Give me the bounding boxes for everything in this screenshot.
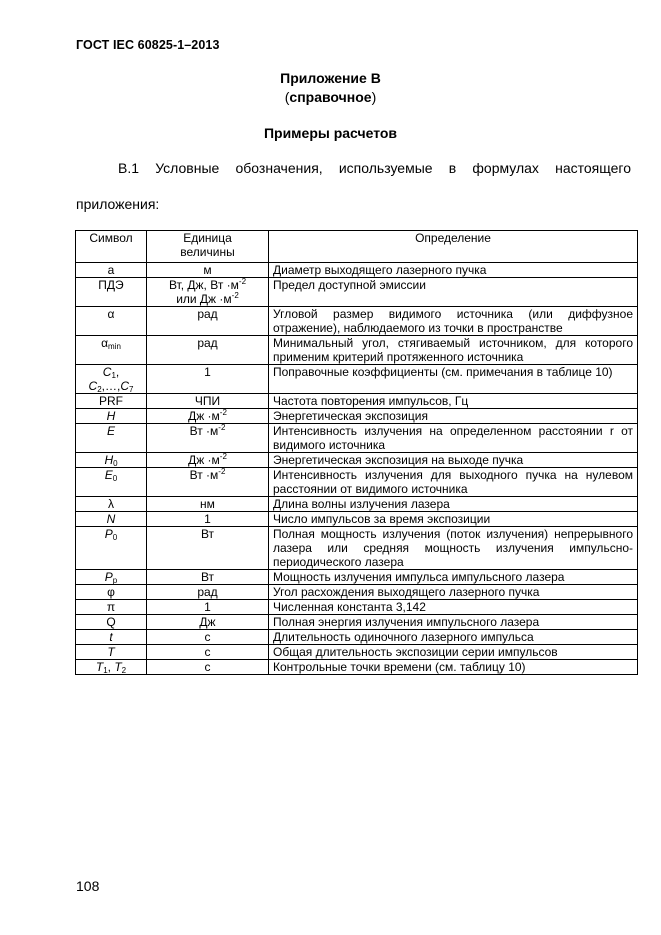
table-row <box>76 660 638 675</box>
unit-text: Вт ·м <box>189 468 219 482</box>
cell-symbol <box>76 468 147 497</box>
symbol-subscript: 0 <box>112 533 118 542</box>
cell-symbol: φ <box>76 585 147 600</box>
cell-definition: Предел доступной эмиссии <box>269 278 638 307</box>
symbol-text: P <box>104 527 113 541</box>
table-row <box>76 512 638 527</box>
symbol-separator: ,…, <box>101 379 121 393</box>
cell-definition: Мощность излучения импульса импульсного лазера <box>269 570 638 585</box>
cell-symbol: PRF <box>76 394 147 409</box>
cell-definition: Полная энергия излучения импульсного лазера <box>269 615 638 630</box>
symbol-subscript: 7 <box>129 385 134 394</box>
symbol-text: E <box>104 468 113 482</box>
cell-symbol <box>76 263 147 278</box>
unit-text: Вт, Дж, Вт ·м <box>168 278 239 292</box>
cell-symbol: ПДЭ <box>76 278 147 307</box>
cell-symbol: π <box>76 600 147 615</box>
cell-unit <box>147 453 269 468</box>
intro-paragraph-line2: приложения: <box>76 196 160 212</box>
symbol-subscript: 2 <box>97 385 102 394</box>
header-definition: Определение <box>269 231 638 263</box>
symbol-subscript: 0 <box>112 474 118 483</box>
symbol-subscript: 2 <box>121 666 127 675</box>
cell-unit <box>147 424 269 453</box>
cell-definition: Длина волны излучения лазера <box>269 497 638 512</box>
cell-unit: 1 <box>147 365 269 394</box>
table-row <box>76 645 638 660</box>
appendix-title: Приложение В <box>280 70 381 86</box>
table-row <box>76 278 638 307</box>
cell-definition: Угловой размер видимого источника (или диффузное отражение), наблюдаемого из точки в пространстве <box>269 307 638 336</box>
table-row <box>76 453 638 468</box>
cell-definition: Поправочные коэффициенты (см. примечания в таблице 10) <box>269 365 638 394</box>
symbol-subscript: p <box>112 576 118 585</box>
header-unit-line1: Единица <box>183 231 232 245</box>
cell-symbol: T <box>76 645 147 660</box>
symbol-text: C <box>120 379 129 393</box>
unit-exponent: -2 <box>218 423 226 432</box>
cell-definition: Диаметр выходящего лазерного пучка <box>269 263 638 278</box>
cell-symbol <box>76 453 147 468</box>
document-header: ГОСТ IEC 60825-1–2013 <box>76 38 220 52</box>
subtitle-close-paren: ) <box>371 89 377 105</box>
table-row <box>76 409 638 424</box>
cell-unit: рад <box>147 585 269 600</box>
cell-unit: с <box>147 645 269 660</box>
table-row <box>76 365 638 394</box>
header-unit-line2: величины <box>180 245 235 259</box>
intro-paragraph-line1: В.1 Условные обозначения, используемые в формулах настоящего <box>118 160 631 176</box>
cell-definition: Полная мощность излучения (поток излучения) непрерывного лазера или средняя мощность излучения импульсно-периодического лазера <box>269 527 638 570</box>
symbol-subscript: min <box>108 342 121 351</box>
symbols-table <box>75 230 638 675</box>
cell-symbol: α <box>76 307 147 336</box>
unit-text: Дж ·м <box>188 409 220 423</box>
cell-definition: Частота повторения импульсов, Гц <box>269 394 638 409</box>
cell-unit: с <box>147 630 269 645</box>
symbol-text: C <box>88 379 98 393</box>
cell-unit: м <box>147 263 269 278</box>
cell-definition: Длительность одиночного лазерного импульса <box>269 630 638 645</box>
cell-symbol: λ <box>76 497 147 512</box>
table-row <box>76 570 638 585</box>
subtitle-open-paren: ( <box>284 89 290 105</box>
table-row <box>76 336 638 365</box>
symbol-separator: , <box>107 660 115 674</box>
symbol-subscript: 0 <box>113 459 118 468</box>
symbol-separator: , <box>115 365 120 379</box>
cell-definition: Число импульсов за время экспозиции <box>269 512 638 527</box>
cell-unit: Дж <box>147 615 269 630</box>
appendix-subtitle <box>0 89 661 105</box>
section-title: Примеры расчетов <box>263 125 398 141</box>
table-row <box>76 468 638 497</box>
cell-unit <box>147 409 269 424</box>
cell-symbol: H <box>76 409 147 424</box>
table-row <box>76 630 638 645</box>
unit-exponent: -2 <box>231 291 239 300</box>
cell-definition: Численная константа 3,142 <box>269 600 638 615</box>
symbol-subscript: 1 <box>111 371 116 380</box>
cell-definition: Минимальный угол, стягиваемый источником, для которого применим критерий протяженного источника <box>269 336 638 365</box>
unit-exponent: -2 <box>219 452 227 461</box>
table-row <box>76 424 638 453</box>
header-unit <box>147 231 269 263</box>
unit-exponent: -2 <box>218 467 226 476</box>
cell-unit <box>147 468 269 497</box>
symbol-text: T <box>114 660 122 674</box>
symbol-text: H <box>104 453 114 467</box>
table-row <box>76 615 638 630</box>
symbol-text: a <box>107 263 115 277</box>
symbol-subscript: 1 <box>103 666 108 675</box>
subtitle-text: справочное <box>289 89 372 105</box>
cell-unit: Вт <box>147 527 269 570</box>
header-symbol: Символ <box>76 231 147 263</box>
cell-unit: нм <box>147 497 269 512</box>
symbol-text: C <box>102 365 112 379</box>
cell-symbol: Q <box>76 615 147 630</box>
cell-unit: рад <box>147 336 269 365</box>
unit-text: или Дж ·м <box>176 292 232 306</box>
cell-symbol: N <box>76 512 147 527</box>
table-row <box>76 263 638 278</box>
cell-symbol <box>76 336 147 365</box>
cell-symbol <box>76 570 147 585</box>
table-row <box>76 600 638 615</box>
cell-unit: ЧПИ <box>147 394 269 409</box>
cell-symbol: E <box>76 424 147 453</box>
unit-text: Вт ·м <box>189 424 219 438</box>
symbol-text: P <box>104 570 113 584</box>
cell-definition: Интенсивность излучения на определенном расстоянии r от видимого источника <box>269 424 638 453</box>
cell-definition: Общая длительность экспозиции серии импульсов <box>269 645 638 660</box>
cell-unit: 1 <box>147 600 269 615</box>
symbol-text: α <box>101 336 109 350</box>
unit-exponent: -2 <box>238 277 247 286</box>
cell-unit: рад <box>147 307 269 336</box>
cell-unit <box>147 278 269 307</box>
table-row <box>76 394 638 409</box>
symbol-text: T <box>95 660 104 674</box>
table-row <box>76 307 638 336</box>
cell-definition: Энергетическая экспозиция на выходе пучка <box>269 453 638 468</box>
table-header-row <box>76 231 638 263</box>
cell-symbol: t <box>76 630 147 645</box>
table-row <box>76 585 638 600</box>
table-row <box>76 497 638 512</box>
unit-text: Дж ·м <box>188 453 220 467</box>
cell-symbol <box>76 365 147 394</box>
cell-definition: Контрольные точки времени (см. таблицу 10) <box>269 660 638 675</box>
cell-unit: Вт <box>147 570 269 585</box>
cell-symbol <box>76 527 147 570</box>
unit-exponent: -2 <box>219 408 227 417</box>
cell-definition: Угол расхождения выходящего лазерного пучка <box>269 585 638 600</box>
cell-unit: 1 <box>147 512 269 527</box>
cell-symbol <box>76 660 147 675</box>
cell-definition: Интенсивность излучения для выходного пучка на нулевом расстоянии от видимого источника <box>269 468 638 497</box>
table-row <box>76 527 638 570</box>
cell-definition: Энергетическая экспозиция <box>269 409 638 424</box>
cell-unit: с <box>147 660 269 675</box>
page-number: 108 <box>76 878 100 894</box>
